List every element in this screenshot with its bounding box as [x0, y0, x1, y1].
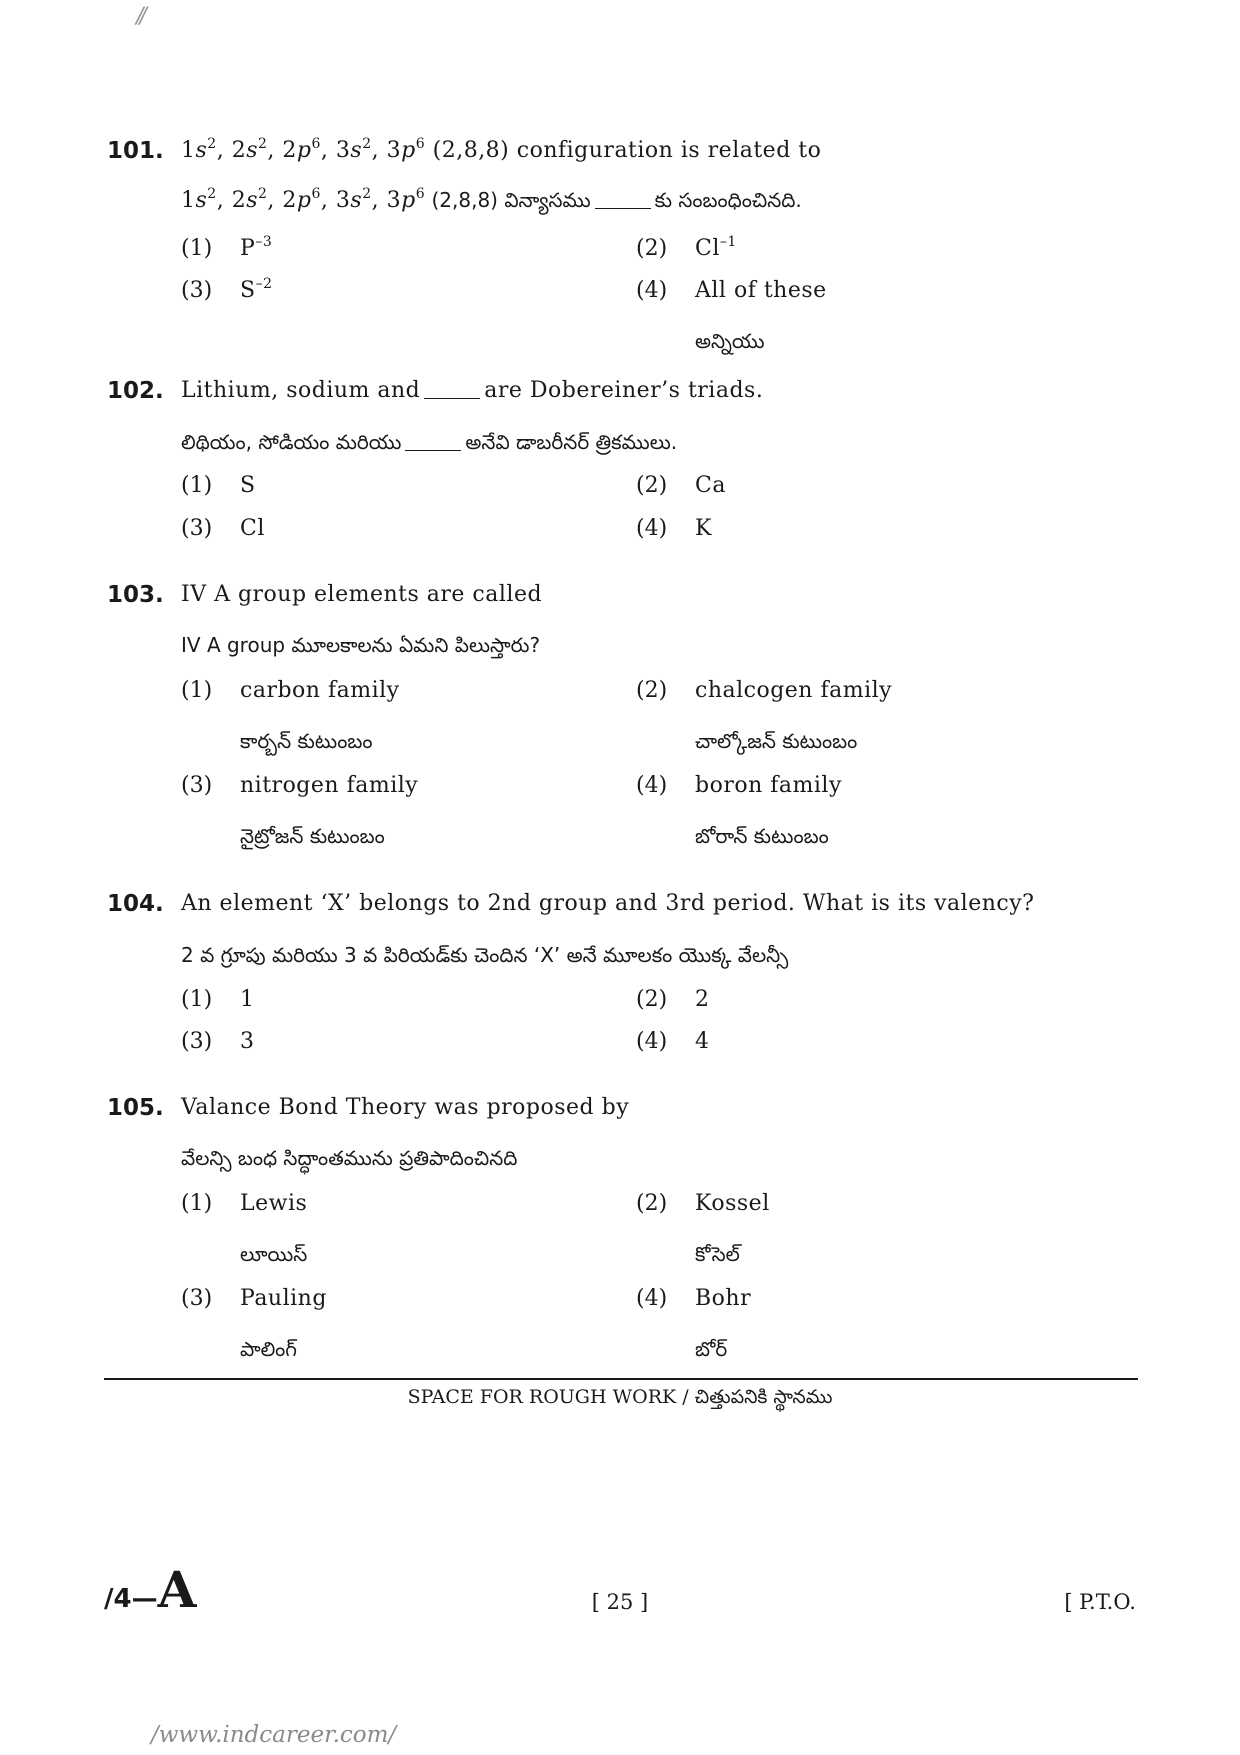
source-url: /www.indcareer.com/	[151, 1722, 397, 1748]
question-104-text-en: An element ‘X’ belongs to 2nd group and 3rd period. What is its valency?	[181, 891, 1035, 916]
option-text: All of these	[695, 278, 827, 303]
question-number-105: 105.	[107, 1095, 164, 1121]
option-text: Bohr	[695, 1286, 752, 1311]
option-text: carbon family	[240, 678, 400, 703]
option-text: nitrogen family	[240, 773, 419, 798]
question-number-103: 103.	[107, 582, 164, 608]
option-number: (3)	[181, 1286, 213, 1311]
option-text-te: లూయిస్	[240, 1242, 308, 1266]
option-text-te: నైట్రోజన్ కుటుంబం	[240, 824, 385, 848]
rough-work-label: SPACE FOR ROUGH WORK / చిత్తుపనికి స్థానము	[407, 1386, 833, 1408]
option-number: (1)	[181, 1191, 213, 1216]
booklet-code: /4—A	[104, 1560, 197, 1619]
question-number-101: 101.	[107, 138, 164, 164]
option-number: (1)	[181, 236, 213, 261]
question-101-text-te: $1s^2$, $2s^2$, $2p^6$, $3s^2$, $3p^6$ (2,8,8) విన్యాసము కు సంబంధించినది.	[181, 186, 802, 213]
answer-blank	[424, 398, 480, 399]
option-text: $P^{-3}$	[240, 234, 273, 261]
option-text: 2	[695, 987, 710, 1012]
option-number: (4)	[636, 278, 668, 303]
option-number: (3)	[181, 516, 213, 541]
option-text: $Cl^{-1}$	[695, 234, 737, 261]
option-number: (1)	[181, 987, 213, 1012]
option-number: (3)	[181, 1029, 213, 1054]
option-text: boron family	[695, 773, 842, 798]
option-number: (2)	[636, 1191, 668, 1216]
answer-blank	[595, 208, 651, 209]
option-text: S	[240, 473, 256, 498]
option-text-te: పాలింగ్	[240, 1337, 297, 1361]
option-number: (4)	[636, 516, 668, 541]
option-number: (1)	[181, 473, 213, 498]
option-number: (3)	[181, 278, 213, 303]
option-text-te: కోసెల్	[695, 1242, 740, 1266]
option-text-te: కార్బన్ కుటుంబం	[240, 729, 373, 753]
option-text: $S^{-2}$	[240, 276, 273, 303]
option-text: K	[695, 516, 712, 541]
option-text-te: అన్నియు	[695, 329, 765, 353]
header-mark: //	[136, 4, 143, 29]
option-text: Ca	[695, 473, 726, 498]
option-number: (1)	[181, 678, 213, 703]
option-number: (4)	[636, 1286, 668, 1311]
option-text: 1	[240, 987, 255, 1012]
option-text-te: చాల్కోజన్ కుటుంబం	[695, 729, 858, 753]
question-105-text-en: Valance Bond Theory was proposed by	[181, 1095, 630, 1120]
option-number: (2)	[636, 987, 668, 1012]
option-text: chalcogen family	[695, 678, 893, 703]
option-text: 3	[240, 1029, 255, 1054]
option-number: (3)	[181, 773, 213, 798]
option-number: (2)	[636, 236, 668, 261]
page-number: [ 25 ]	[591, 1590, 649, 1614]
question-102-text-en: Lithium, sodium and are Dobereiner’s triads.	[181, 378, 764, 403]
option-text: Kossel	[695, 1191, 770, 1216]
option-text: Pauling	[240, 1286, 327, 1311]
answer-blank	[405, 450, 461, 451]
option-number: (2)	[636, 678, 668, 703]
option-text-te: బోరాన్ కుటుంబం	[695, 824, 829, 848]
option-text: Cl	[240, 516, 265, 541]
divider-rule	[104, 1378, 1138, 1380]
question-104-text-te: 2 వ గ్రూపు మరియు 3 వ పిరియడ్‌కు చెందిన ‘X’ అనే మూలకం యొక్క వేలన్సీ	[181, 943, 789, 967]
option-text-te: బోర్	[695, 1337, 728, 1361]
question-102-text-te: లిథియం, సోడియం మరియు అనేవి డాబరీనర్ త్రికములు.	[181, 430, 678, 454]
option-text: Lewis	[240, 1191, 308, 1216]
question-105-text-te: వేలన్సి బంధ సిద్ధాంతమును ప్రతిపాదించినది	[181, 1146, 518, 1170]
option-number: (4)	[636, 773, 668, 798]
question-103-text-te: IV A group మూలకాలను ఏమని పిలుస్తారు?	[181, 633, 541, 657]
question-101-text-en: $1s^2$, $2s^2$, $2p^6$, $3s^2$, $3p^6$ (2,8,8) configuration is related to	[181, 136, 822, 163]
question-103-text-en: IV A group elements are called	[181, 582, 543, 607]
option-number: (4)	[636, 1029, 668, 1054]
pto-label: [ P.T.O.	[1064, 1590, 1136, 1614]
option-text: 4	[695, 1029, 710, 1054]
question-number-102: 102.	[107, 378, 164, 404]
option-number: (2)	[636, 473, 668, 498]
question-number-104: 104.	[107, 891, 164, 917]
